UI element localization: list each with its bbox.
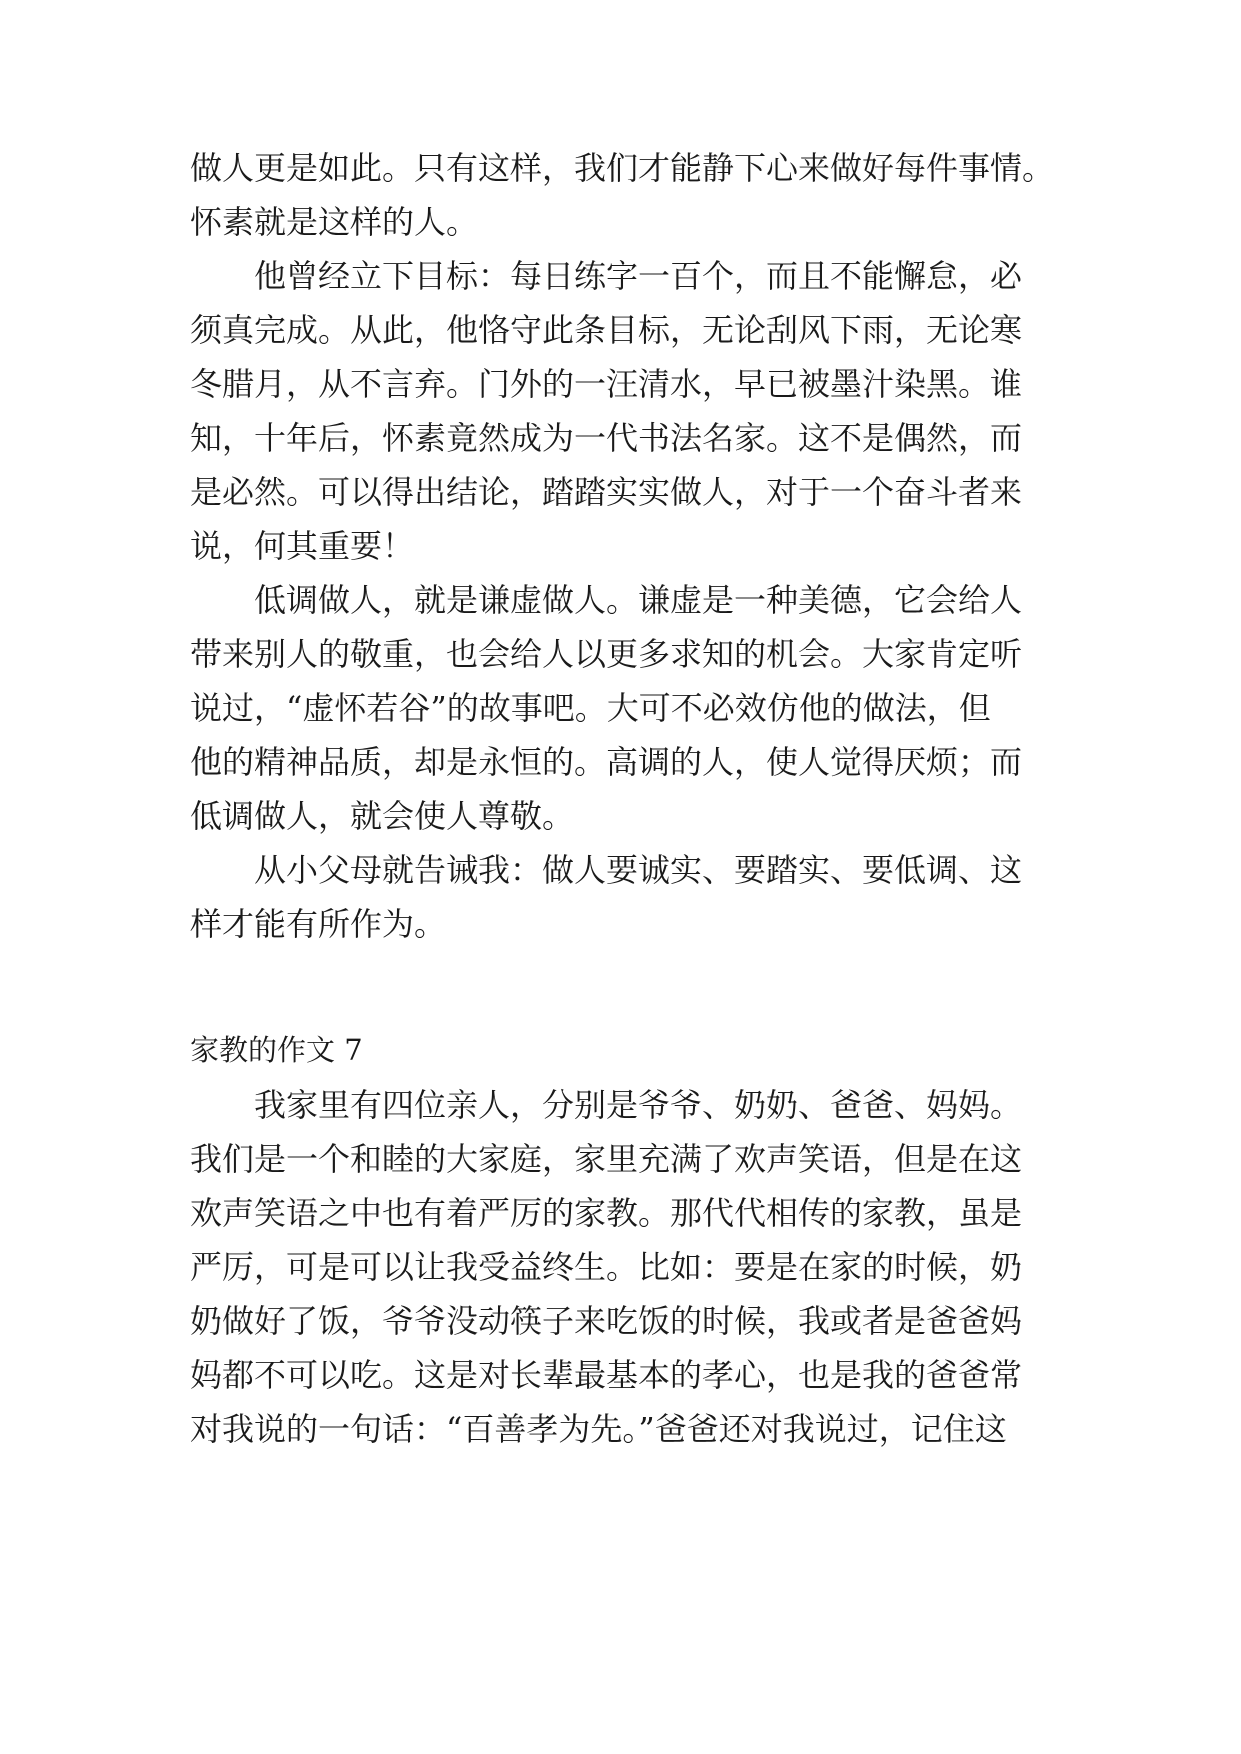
paragraph-line: 说，何其重要！ [190,527,415,565]
paragraph-line: 对我说的一句话：“百善孝为先。”爸爸还对我说过，记住这 [190,1410,1007,1448]
paragraph-line: 低调做人，就是谦虚做人。谦虚是一种美德，它会给人 [254,581,1023,619]
paragraph-line: 妈都不可以吃。这是对长辈最基本的孝心，也是我的爸爸常 [190,1356,1023,1394]
paragraph-line: 他的精神品质，却是永恒的。高调的人，使人觉得厌烦；而 [190,743,1023,781]
paragraph-line: 样才能有所作为。 [190,905,447,943]
paragraph-line: 带来别人的敬重，也会给人以更多求知的机会。大家肯定听 [190,635,1023,673]
paragraph-line: 奶做好了饭，爷爷没动筷子来吃饭的时候，我或者是爸爸妈 [190,1302,1023,1340]
paragraph-line: 从小父母就告诫我：做人要诚实、要踏实、要低调、这 [254,851,1023,889]
paragraph-line: 我家里有四位亲人，分别是爷爷、奶奶、爸爸、妈妈。 [254,1086,1023,1124]
paragraph-line: 欢声笑语之中也有着严厉的家教。那代代相传的家教，虽是 [190,1194,1023,1232]
paragraph-line: 我们是一个和睦的大家庭，家里充满了欢声笑语，但是在这 [190,1140,1023,1178]
paragraph-line: 冬腊月，从不言弃。门外的一汪清水，早已被墨汁染黑。谁 [190,365,1023,403]
paragraph-line: 低调做人，就会使人尊敬。 [190,797,575,835]
paragraph-line: 是必然。可以得出结论，踏踏实实做人，对于一个奋斗者来 [190,473,1023,511]
paragraph-line: 知，十年后，怀素竟然成为一代书法名家。这不是偶然，而 [190,419,1023,457]
paragraph-line: 他曾经立下目标：每日练字一百个，而且不能懈怠，必 [254,257,1023,295]
paragraph-line: 做人更是如此。只有这样，我们才能静下心来做好每件事情。 [190,149,1055,187]
paragraph-line: 说过，“虚怀若谷”的故事吧。大可不必效仿他的做法，但 [190,689,991,727]
paragraph-line: 严厉，可是可以让我受益终生。比如：要是在家的时候，奶 [190,1248,1023,1286]
paragraph-line: 怀素就是这样的人。 [190,203,479,241]
section-heading: 家教的作文 7 [190,1033,363,1067]
paragraph-line: 须真完成。从此，他恪守此条目标，无论刮风下雨，无论寒 [190,311,1023,349]
